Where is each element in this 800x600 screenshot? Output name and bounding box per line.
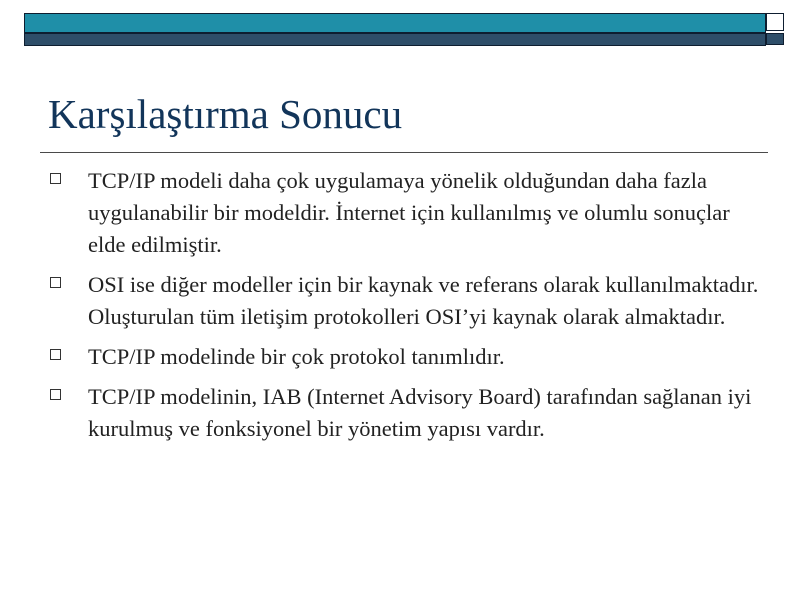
bullet-item — [48, 381, 760, 445]
bullet-item — [48, 269, 760, 333]
bullet-text: OSI ise diğer modeller için bir kaynak ve referans olarak kullanılmaktadır. Oluşturulan tüm iletişim protokolleri OSI’yi kaynak olarak almaktadır. — [88, 272, 759, 329]
square-bullet-icon — [50, 389, 61, 400]
bullet-list — [48, 165, 760, 453]
bullet-text: TCP/IP modeli daha çok uygulamaya yönelik olduğundan daha fazla uygulanabilir bir modeldir. İnternet için kullanılmış ve olumlu sonuçlar elde edilmiştir. — [88, 168, 730, 257]
bullet-text: TCP/IP modelinde bir çok protokol tanımlıdır. — [88, 344, 505, 369]
slide-title: Karşılaştırma Sonucu — [48, 91, 403, 137]
square-bullet-icon — [50, 277, 61, 288]
title-divider — [40, 152, 768, 153]
square-bullet-icon — [50, 173, 61, 184]
bullet-item — [48, 341, 760, 373]
header-square-navy — [766, 33, 784, 45]
header-bar-navy — [24, 33, 766, 46]
bullet-item — [48, 165, 760, 261]
bullet-text: TCP/IP modelinin, IAB (Internet Advisory Board) tarafından sağlanan iyi kurulmuş ve fonksiyonel bir yönetim yapısı vardır. — [88, 384, 752, 441]
square-bullet-icon — [50, 349, 61, 360]
header-bar-teal — [24, 13, 766, 33]
header-square-white — [766, 13, 784, 31]
